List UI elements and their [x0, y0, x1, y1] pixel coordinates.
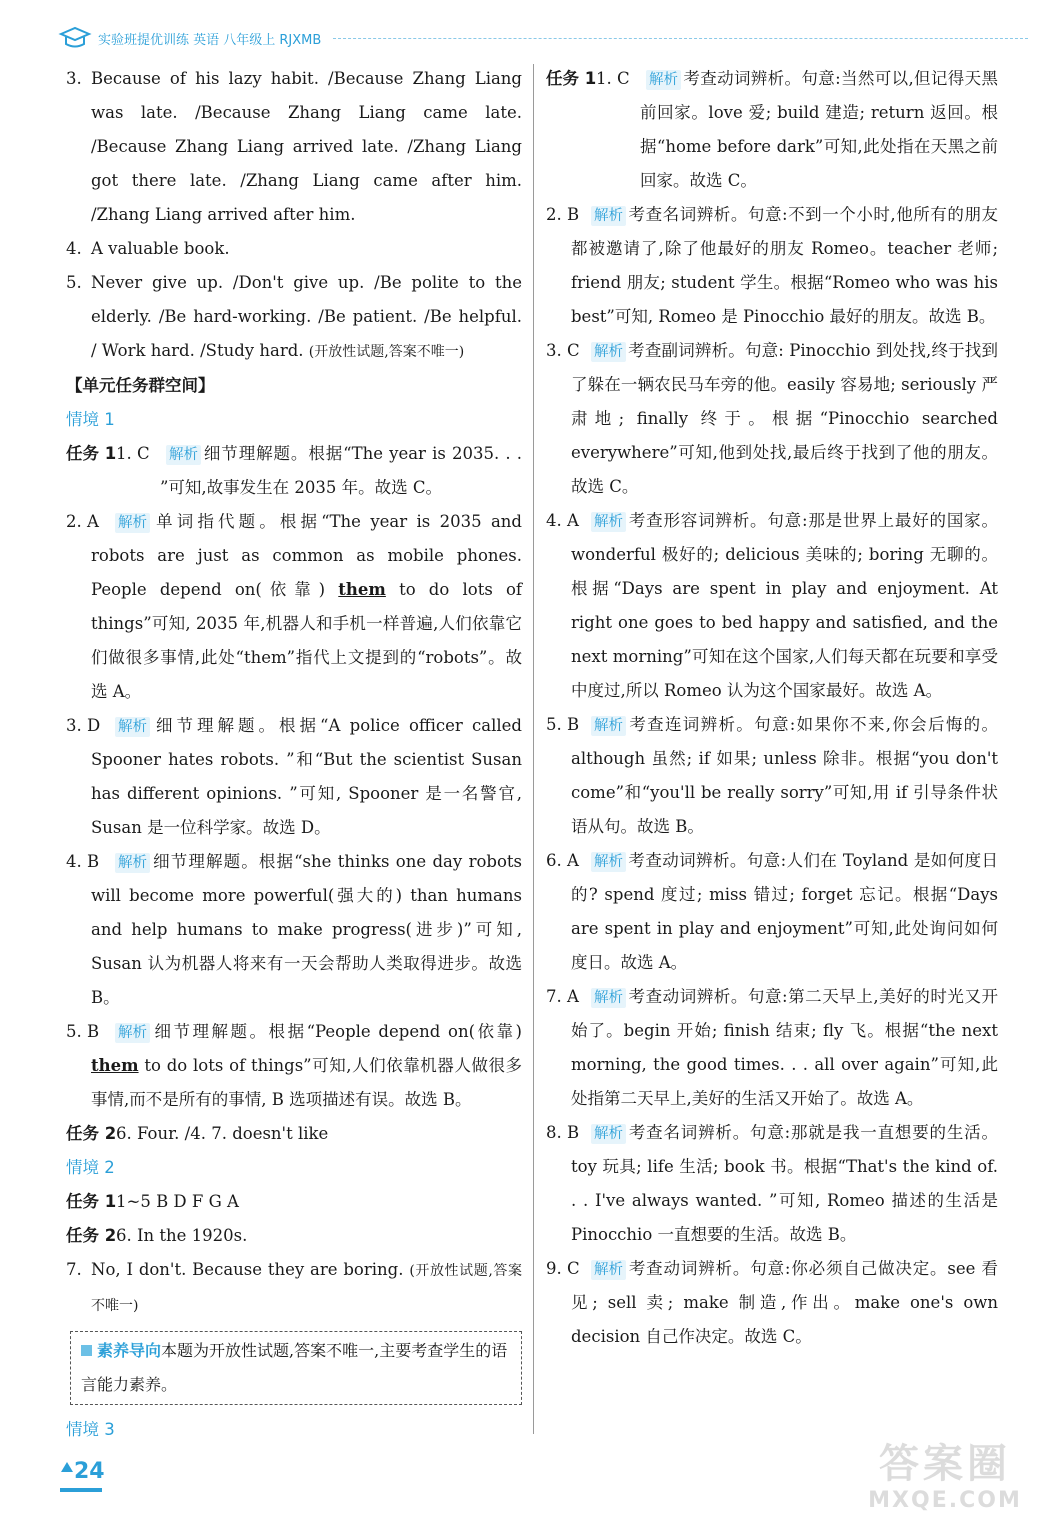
- scene1-task2: 任务 2 6. Four. /4. 7. doesn't like: [66, 1124, 329, 1143]
- column-divider: [533, 64, 534, 1434]
- analysis-tag: 解析: [591, 716, 626, 736]
- scene1-item4: 4. B 解析 细节理解题。根据“she thinks one day robots will become more powerful(强大的) than humans and help humans to make progress(进步)”可知, Susan 认为机器人将来有一天会帮助人类取得进步。故选 B。: [66, 852, 522, 1007]
- section-title: 【单元任务群空间】: [66, 376, 215, 395]
- square-bullet-icon: [81, 1345, 92, 1356]
- analysis-tag: 解析: [591, 342, 626, 362]
- right-item4: 4. A 解析 考查形容词辨析。句意:那是世界上最好的国家。wonderful 极好的; delicious 美味的; boring 无聊的。根据“Days are spent in play and enjoyment. At right one goes to bed happy and satisfied, and the next morning”可知在这个国家,人们每天都在玩要和享受中度过,所以 Romeo 认为这个国家最好。故选 A。: [546, 511, 998, 700]
- right-item6: 6. A 解析 考查动词辨析。句意:人们在 Toyland 是如何度日的? spend 度过; miss 错过; forget 忘记。根据“Days are spent in play and enjoyment”可知,此处询问如何度日。故选 A。: [546, 851, 998, 972]
- right-item7: 7. A 解析 考查动词辨析。句意:第二天早上,美好的时光又开始了。begin 开始; finish 结束; fly 飞。根据“the next morning, the good times. . . all over again”可知,此处指第二天早上,美好的生活又开始了。故选 A。: [546, 987, 998, 1108]
- scene1-item3: 3. D 解析 细节理解题。根据“A police officer called Spooner hates robots. ”和“But the scientist Susan has different opinions. ”可知, Spooner 是一名警官, Susan 是一位科学家。故选 D。: [66, 716, 522, 837]
- underlined-word: them: [338, 580, 386, 599]
- scene-2-heading: 情境 2: [66, 1158, 115, 1177]
- scene2-task1: 任务 1 1~5 B D F G A: [66, 1192, 239, 1211]
- left-column: [66, 62, 522, 1447]
- right-item8: 8. B 解析 考查名词辨析。句意:那就是我一直想要的生活。toy 玩具; life 生活; book 书。根据“That's the kind of. . . I've always wanted. ”可知, Romeo 描述的生活是 Pinocchio 一直想要的生活。故选 B。: [546, 1123, 998, 1244]
- header-title: 实验班提优训练 英语 八年级上 RJXMB: [98, 32, 322, 48]
- page-number-bar: [60, 1488, 102, 1492]
- analysis-tag: 解析: [166, 445, 201, 465]
- answer-item-3: 3. Because of his lazy habit. /Because Zhang Liang was late. /Because Zhang Liang came late. /Because Zhang Liang arrived late. /Zhang Liang got there late. /Zhang Liang came after him. /Zhang Liang arrived after him.: [66, 69, 522, 224]
- answer-item-4: 4. A valuable book.: [66, 239, 230, 258]
- analysis-tag: 解析: [591, 988, 626, 1008]
- analysis-tag: 解析: [591, 206, 626, 226]
- scene-3-heading: 情境 3: [66, 1420, 115, 1439]
- right-task1-item1: 任务 1 1. C 解析 考查动词辨析。句意:当然可以,但记得天黑前回家。love 爱; build 建造; return 返回。根据“home before dark”可知,此处指在天黑之前回家。故选 C。: [546, 69, 998, 190]
- underlined-word: them: [91, 1056, 139, 1075]
- header-rule: [333, 38, 1028, 39]
- answer-item-5: 5. Never give up. /Don't give up. /Be polite to the elderly. /Be hard-working. /Be patient. /Be helpful. / Work hard. /Study hard. (开放性试题,答案不唯一): [66, 273, 522, 360]
- right-column: [546, 62, 998, 1354]
- page-number: 24: [60, 1458, 105, 1484]
- right-item3: 3. C 解析 考查副词辨析。句意: Pinocchio 到处找,终于找到了躲在一辆农民马车旁的他。easily 容易地; seriously 严肃地; finally 终于。根据“Pinocchio searched everywhere”可知,他到处找,最后终于找到了他的朋友。故选 C。: [546, 341, 998, 496]
- analysis-tag: 解析: [115, 853, 150, 873]
- analysis-tag: 解析: [591, 1260, 626, 1280]
- watermark-logo: 答案圈 MXQE.COM: [868, 1441, 1022, 1513]
- right-item5: 5. B 解析 考查连词辨析。句意:如果你不来,你会后悔的。although 虽然; if 如果; unless 除非。根据“you don't come”和“you'll be really sorry”可知,用 if 引导条件状语从句。故选 B。: [546, 715, 998, 836]
- analysis-tag: 解析: [115, 1023, 150, 1043]
- page-header: [58, 26, 1028, 50]
- scene1-task1-item1: 任务 1 1. C 解析 细节理解题。根据“The year is 2035. . . ”可知,故事发生在 2035 年。故选 C。: [66, 444, 522, 497]
- scene2-item7: 7. No, I don't. Because they are boring. (开放性试题,答案不唯一): [66, 1260, 522, 1314]
- scene1-item2: 2. A 解析 单词指代题。根据“The year is 2035 and robots are just as common as mobile phones. People depend on(依靠) them to do lots of things”可知, 2035 年,机器人和手机一样普遍,人们依靠它们做很多事情,此处“them”指代上文提到的“robots”。故选 A。: [66, 512, 523, 701]
- literacy-note-box: 素养导向本题为开放性试题,答案不唯一,主要考查学生的语言能力素养。: [70, 1331, 522, 1405]
- analysis-tag: 解析: [115, 513, 150, 533]
- analysis-tag: 解析: [591, 852, 626, 872]
- scene2-task2: 任务 2 6. In the 1920s.: [66, 1226, 248, 1245]
- page-arrow-icon: [60, 1458, 74, 1484]
- scene1-item5: 5. B 解析 细节理解题。根据“People depend on(依靠) them to do lots of things”可知,人们依靠机器人做很多事情,而不是所有的事情, B 选项描述有误。故选 B。: [66, 1022, 522, 1109]
- analysis-tag: 解析: [646, 70, 681, 90]
- analysis-tag: 解析: [115, 717, 150, 737]
- right-item9: 9. C 解析 考查动词辨析。句意:你必须自己做决定。see 看见; sell 卖; make 制造,作出。make one's own decision 自己作决定。故选 C。: [546, 1259, 998, 1346]
- analysis-tag: 解析: [591, 1124, 626, 1144]
- analysis-tag: 解析: [591, 512, 626, 532]
- scene-1-heading: 情境 1: [66, 410, 115, 429]
- book-logo-icon: [58, 26, 92, 50]
- right-item2: 2. B 解析 考查名词辨析。句意:不到一个小时,他所有的朋友都被邀请了,除了他最好的朋友 Romeo。teacher 老师; friend 朋友; student 学生。根据“Romeo who was his best”可知, Romeo 是 Pinocchio 最好的朋友。故选 B。: [546, 205, 998, 326]
